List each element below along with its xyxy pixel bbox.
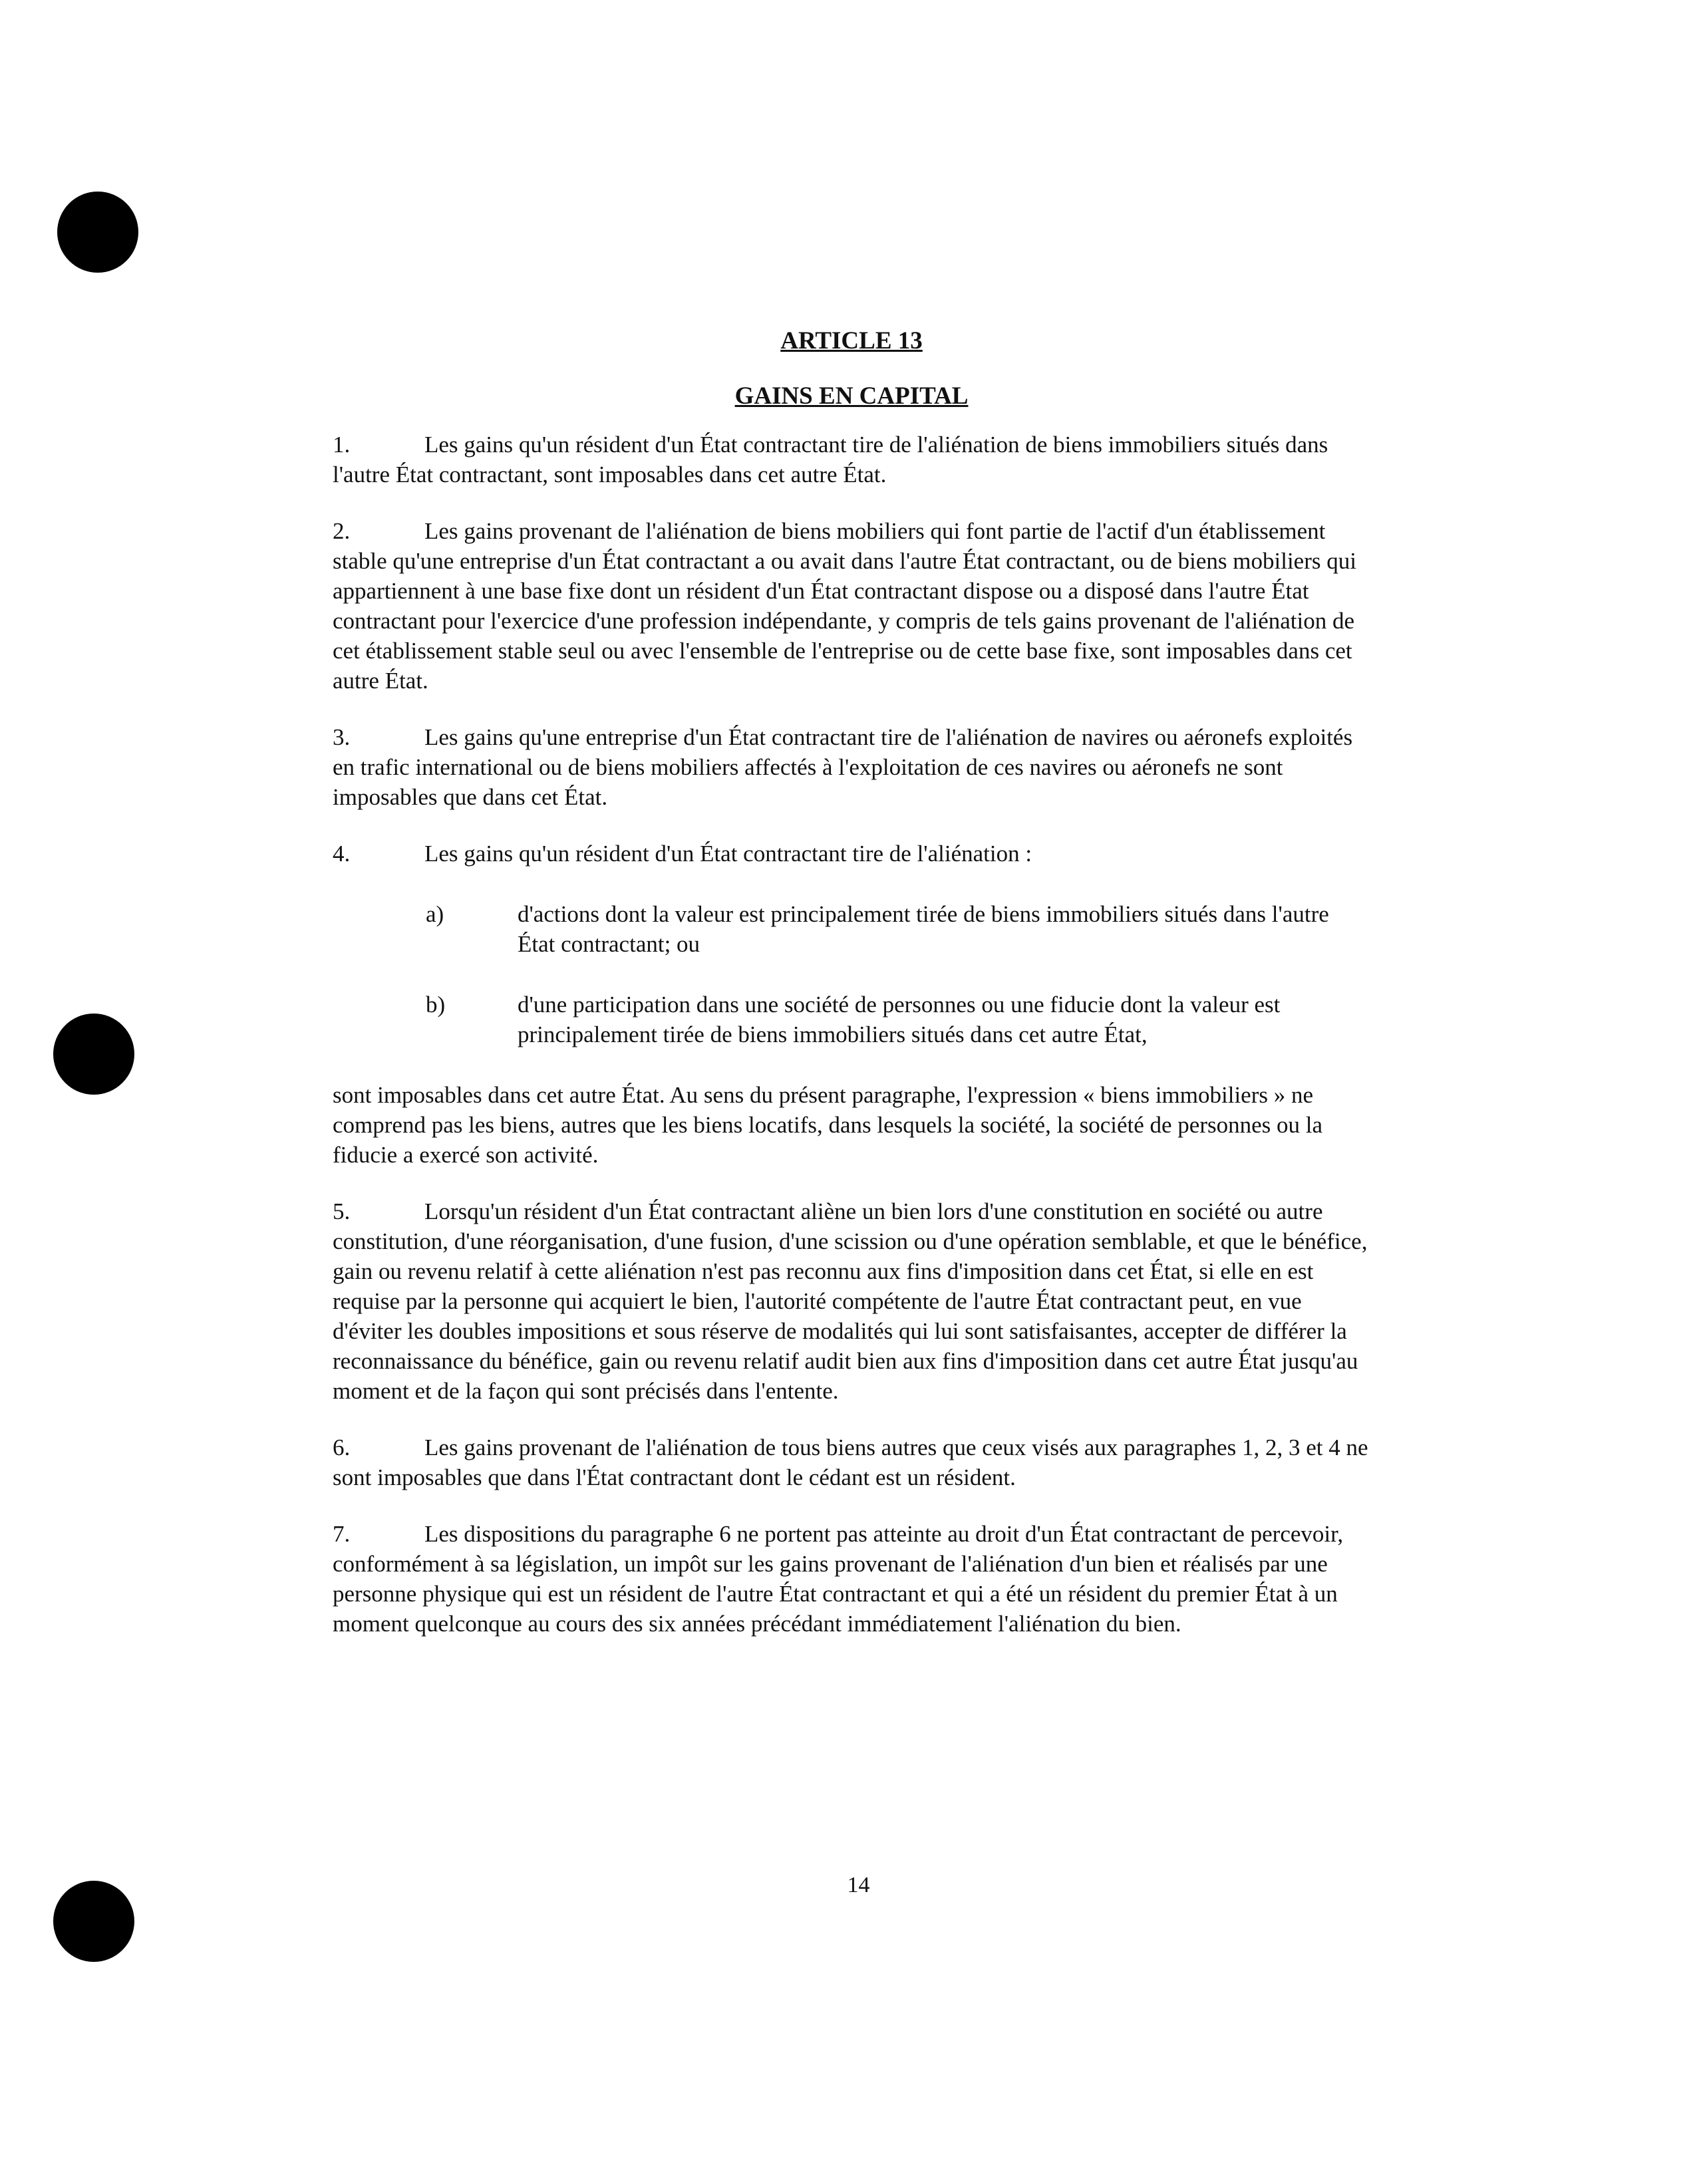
paragraph-number: 4.: [333, 841, 351, 867]
paragraph-number: 6.: [333, 1434, 351, 1460]
sub-item-letter: b): [426, 992, 446, 1018]
paragraph-7: [333, 1519, 1370, 1639]
paragraph-number: 5.: [333, 1198, 351, 1224]
paragraph-text: Les gains qu'un résident d'un État contractant tire de l'aliénation :: [424, 841, 1032, 867]
punch-hole-middle: [53, 1014, 134, 1095]
paragraph-6: [333, 1433, 1370, 1492]
document-body: [333, 326, 1370, 1665]
sub-item-text: d'une participation dans une société de personnes ou une fiducie dont la valeur est principalement tirée de biens immobiliers situés dans cet autre État,: [518, 992, 1281, 1047]
paragraph-text: Les gains qu'une entreprise d'un État contractant tire de l'aliénation de navires ou aéronefs exploités en trafic international ou de biens mobiliers affectés à l'exploitation de ces navires ou aéronefs ne sont imposables que dans cet État.: [333, 724, 1353, 810]
paragraph-number: 1.: [333, 432, 351, 458]
paragraph-number: 3.: [333, 724, 351, 750]
paragraph-number: 2.: [333, 518, 351, 544]
paragraph-number: 7.: [333, 1521, 351, 1547]
paragraph-text: Lorsqu'un résident d'un État contractant aliène un bien lors d'une constitution en société ou autre constitution, d'une réorganisation, d'une fusion, d'une scission ou d'une opération semblable, et que le bénéfice, gain ou revenu relatif à cette aliénation n'est pas reconnu aux fins d'imposition dans cet État, si elle en est requise par la personne qui acquiert le bien, l'autorité compétente de l'autre État contractant peut, en vue d'éviter les doubles impositions et sous réserve de modalités qui lui sont satisfaisantes, accepter de différer la reconnaissance du bénéfice, gain ou revenu relatif audit bien aux fins d'imposition dans cet autre État jusqu'au moment et de la façon qui sont précisés dans l'entente.: [333, 1198, 1368, 1404]
paragraph-2: [333, 516, 1370, 696]
sub-item-letter: a): [426, 901, 444, 927]
paragraph-text: Les gains provenant de l'aliénation de biens mobiliers qui font partie de l'actif d'un établissement stable qu'une entreprise d'un État contractant a ou avait dans l'autre État contractant, ou de biens mobiliers qui appartiennent à une base fixe dont un résident d'un État contractant dispose ou a disposé dans l'autre État contractant pour l'exercice d'une profession indépendante, y compris de tels gains provenant de l'aliénation de cet établissement stable seul ou avec l'ensemble de l'entreprise ou de cette base fixe, sont imposables dans cet autre État.: [333, 518, 1356, 694]
sub-item-a: [333, 899, 1370, 959]
punch-hole-top: [57, 192, 138, 273]
paragraph-4-continuation: sont imposables dans cet autre État. Au sens du présent paragraphe, l'expression « biens immobiliers » ne comprend pas les biens, autres que les biens locatifs, dans lesquels la société, la société de personnes ou la fiducie a exercé son activité.: [333, 1082, 1323, 1168]
paragraph-4: [333, 839, 1370, 869]
page-number: 14: [847, 1873, 870, 1897]
sub-item-b: [333, 990, 1370, 1049]
paragraph-text: Les gains qu'un résident d'un État contractant tire de l'aliénation de biens immobiliers situés dans l'autre État contractant, sont imposables dans cet autre État.: [333, 432, 1328, 487]
paragraph-text: Les dispositions du paragraphe 6 ne portent pas atteinte au droit d'un État contractant de percevoir, conformément à sa législation, un impôt sur les gains provenant de l'aliénation d'un bien et réalisés par une personne physique qui est un résident de l'autre État contractant et qui a été un résident du premier État à un moment quelconque au cours des six années précédant immédiatement l'aliénation du bien.: [333, 1521, 1344, 1637]
paragraph-3: [333, 722, 1370, 812]
paragraph-5: [333, 1196, 1370, 1406]
article-title: ARTICLE 13: [780, 327, 923, 354]
sub-item-text: d'actions dont la valeur est principalement tirée de biens immobiliers situés dans l'autre État contractant; ou: [518, 901, 1329, 957]
section-title: GAINS EN CAPITAL: [734, 382, 969, 410]
paragraph-1: [333, 430, 1370, 489]
paragraph-text: Les gains provenant de l'aliénation de tous biens autres que ceux visés aux paragraphes 1, 2, 3 et 4 ne sont imposables que dans l'État contractant dont le cédant est un résident.: [333, 1434, 1368, 1490]
